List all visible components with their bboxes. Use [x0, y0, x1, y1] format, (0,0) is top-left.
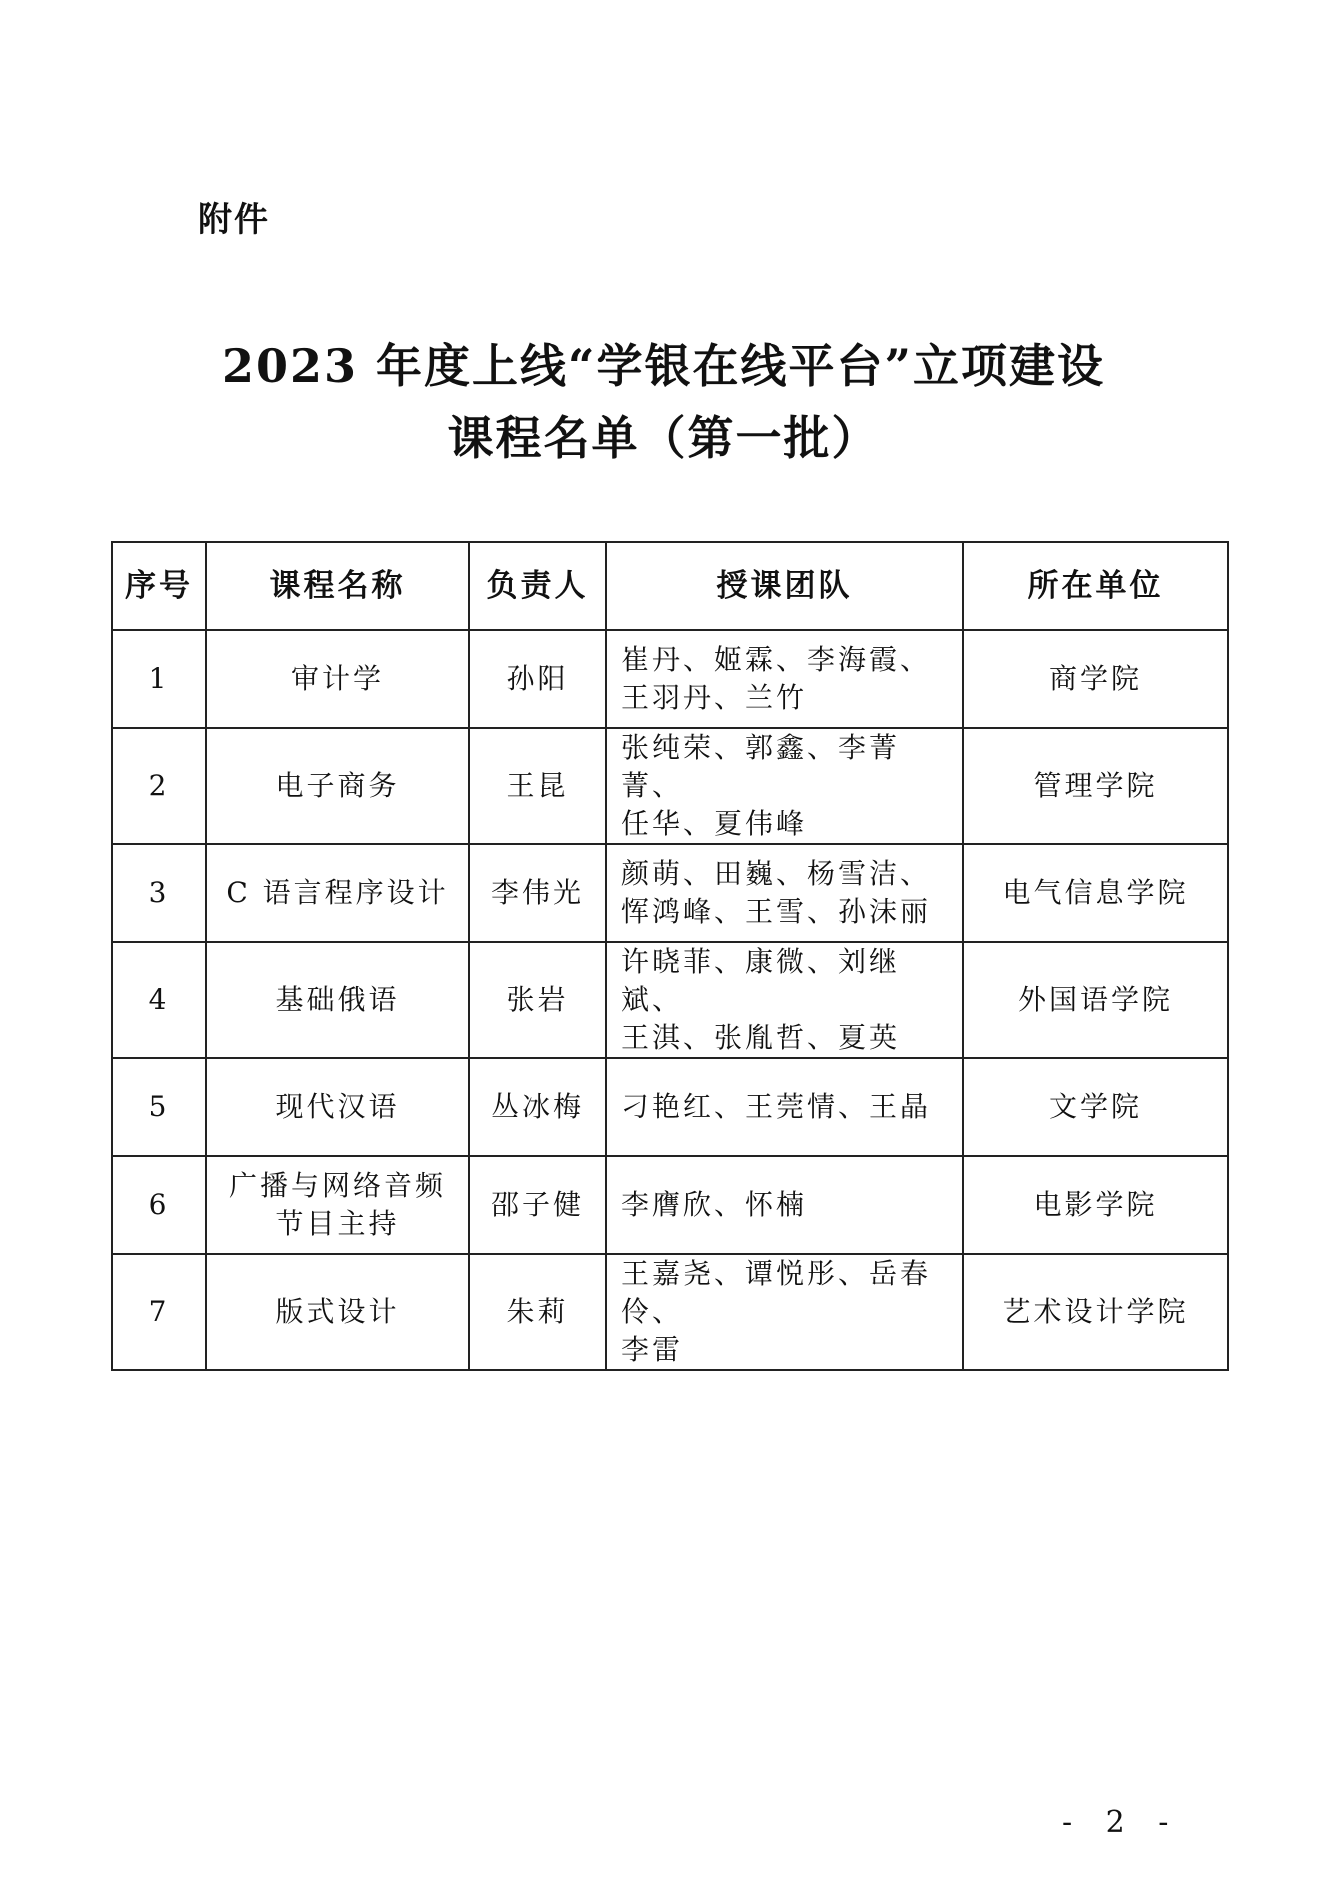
course-name-cell — [206, 728, 469, 844]
course-name-cell — [206, 1058, 469, 1156]
table-row — [112, 1156, 1228, 1254]
course-name-line: C 语言程序设计 — [226, 876, 449, 909]
lead-cell: 朱莉 — [469, 1254, 606, 1370]
unit-cell: 电影学院 — [963, 1156, 1228, 1254]
teaching-team-line: 恽鸿峰、王雪、孙沫丽 — [621, 895, 932, 928]
teaching-team-line: 李膺欣、怀楠 — [621, 1188, 808, 1221]
teaching-team-line: 张纯荣、郭鑫、李菁菁、 — [621, 731, 901, 802]
serial-number-cell: 2 — [112, 728, 206, 844]
course-name-cell — [206, 630, 469, 728]
header-unit: 所在单位 — [963, 542, 1228, 630]
unit-cell: 商学院 — [963, 630, 1228, 728]
course-name-line: 基础俄语 — [275, 983, 400, 1016]
header-serial-number: 序号 — [112, 542, 206, 630]
unit-cell: 外国语学院 — [963, 942, 1228, 1058]
teaching-team-line: 崔丹、姬霖、李海霞、 — [621, 643, 932, 676]
teaching-team-cell — [606, 1254, 963, 1370]
lead-cell: 李伟光 — [469, 844, 606, 942]
unit-cell: 艺术设计学院 — [963, 1254, 1228, 1370]
table-body — [112, 630, 1228, 1370]
table-row — [112, 1254, 1228, 1370]
table-row — [112, 1058, 1228, 1156]
course-name-cell — [206, 1254, 469, 1370]
table-row — [112, 844, 1228, 942]
table-row — [112, 942, 1228, 1058]
lead-cell: 王昆 — [469, 728, 606, 844]
teaching-team-cell — [606, 630, 963, 728]
lead-cell: 丛冰梅 — [469, 1058, 606, 1156]
teaching-team-line: 颜萌、田巍、杨雪洁、 — [621, 857, 932, 890]
course-name-line: 电子商务 — [275, 769, 400, 802]
course-name-cell — [206, 844, 469, 942]
teaching-team-line: 任华、夏伟峰 — [621, 807, 808, 840]
teaching-team-line: 王嘉尧、谭悦彤、岳春伶、 — [621, 1257, 932, 1328]
course-list-table — [111, 541, 1229, 1371]
teaching-team-line: 刁艳红、王莞情、王晶 — [621, 1090, 932, 1123]
serial-number-cell: 4 — [112, 942, 206, 1058]
table-header-row — [112, 542, 1228, 630]
teaching-team-cell — [606, 728, 963, 844]
serial-number-cell: 3 — [112, 844, 206, 942]
unit-cell: 管理学院 — [963, 728, 1228, 844]
teaching-team-line: 许晓菲、康微、刘继斌、 — [621, 945, 901, 1016]
teaching-team-cell — [606, 942, 963, 1058]
unit-cell: 文学院 — [963, 1058, 1228, 1156]
course-name-line: 现代汉语 — [275, 1090, 400, 1123]
attachment-label: 附件 — [198, 200, 270, 240]
serial-number-cell: 5 — [112, 1058, 206, 1156]
unit-cell: 电气信息学院 — [963, 844, 1228, 942]
document-title-line-2: 课程名单（第一批） — [447, 411, 880, 465]
table-row — [112, 728, 1228, 844]
lead-cell: 孙阳 — [469, 630, 606, 728]
teaching-team-line: 李雷 — [621, 1333, 684, 1366]
course-name-line: 审计学 — [290, 662, 384, 695]
lead-cell: 邵子健 — [469, 1156, 606, 1254]
teaching-team-cell — [606, 1156, 963, 1254]
teaching-team-cell — [606, 1058, 963, 1156]
course-name-cell — [206, 942, 469, 1058]
lead-cell: 张岩 — [469, 942, 606, 1058]
header-lead: 负责人 — [469, 542, 606, 630]
document-title-line-1: 2023 年度上线“学银在线平台”立项建设 — [222, 339, 1105, 393]
course-name-line: 广播与网络音频 — [228, 1169, 446, 1202]
table-row — [112, 630, 1228, 728]
header-teaching-team: 授课团队 — [606, 542, 963, 630]
page-number: - 2 - — [1062, 1805, 1181, 1840]
teaching-team-cell — [606, 844, 963, 942]
teaching-team-line: 王羽丹、兰竹 — [621, 681, 808, 714]
course-name-line: 节目主持 — [275, 1207, 400, 1240]
serial-number-cell: 7 — [112, 1254, 206, 1370]
teaching-team-line: 王淇、张胤哲、夏英 — [621, 1021, 901, 1054]
course-name-cell — [206, 1156, 469, 1254]
course-name-line: 版式设计 — [275, 1295, 400, 1328]
serial-number-cell: 1 — [112, 630, 206, 728]
header-course-name: 课程名称 — [206, 542, 469, 630]
serial-number-cell: 6 — [112, 1156, 206, 1254]
